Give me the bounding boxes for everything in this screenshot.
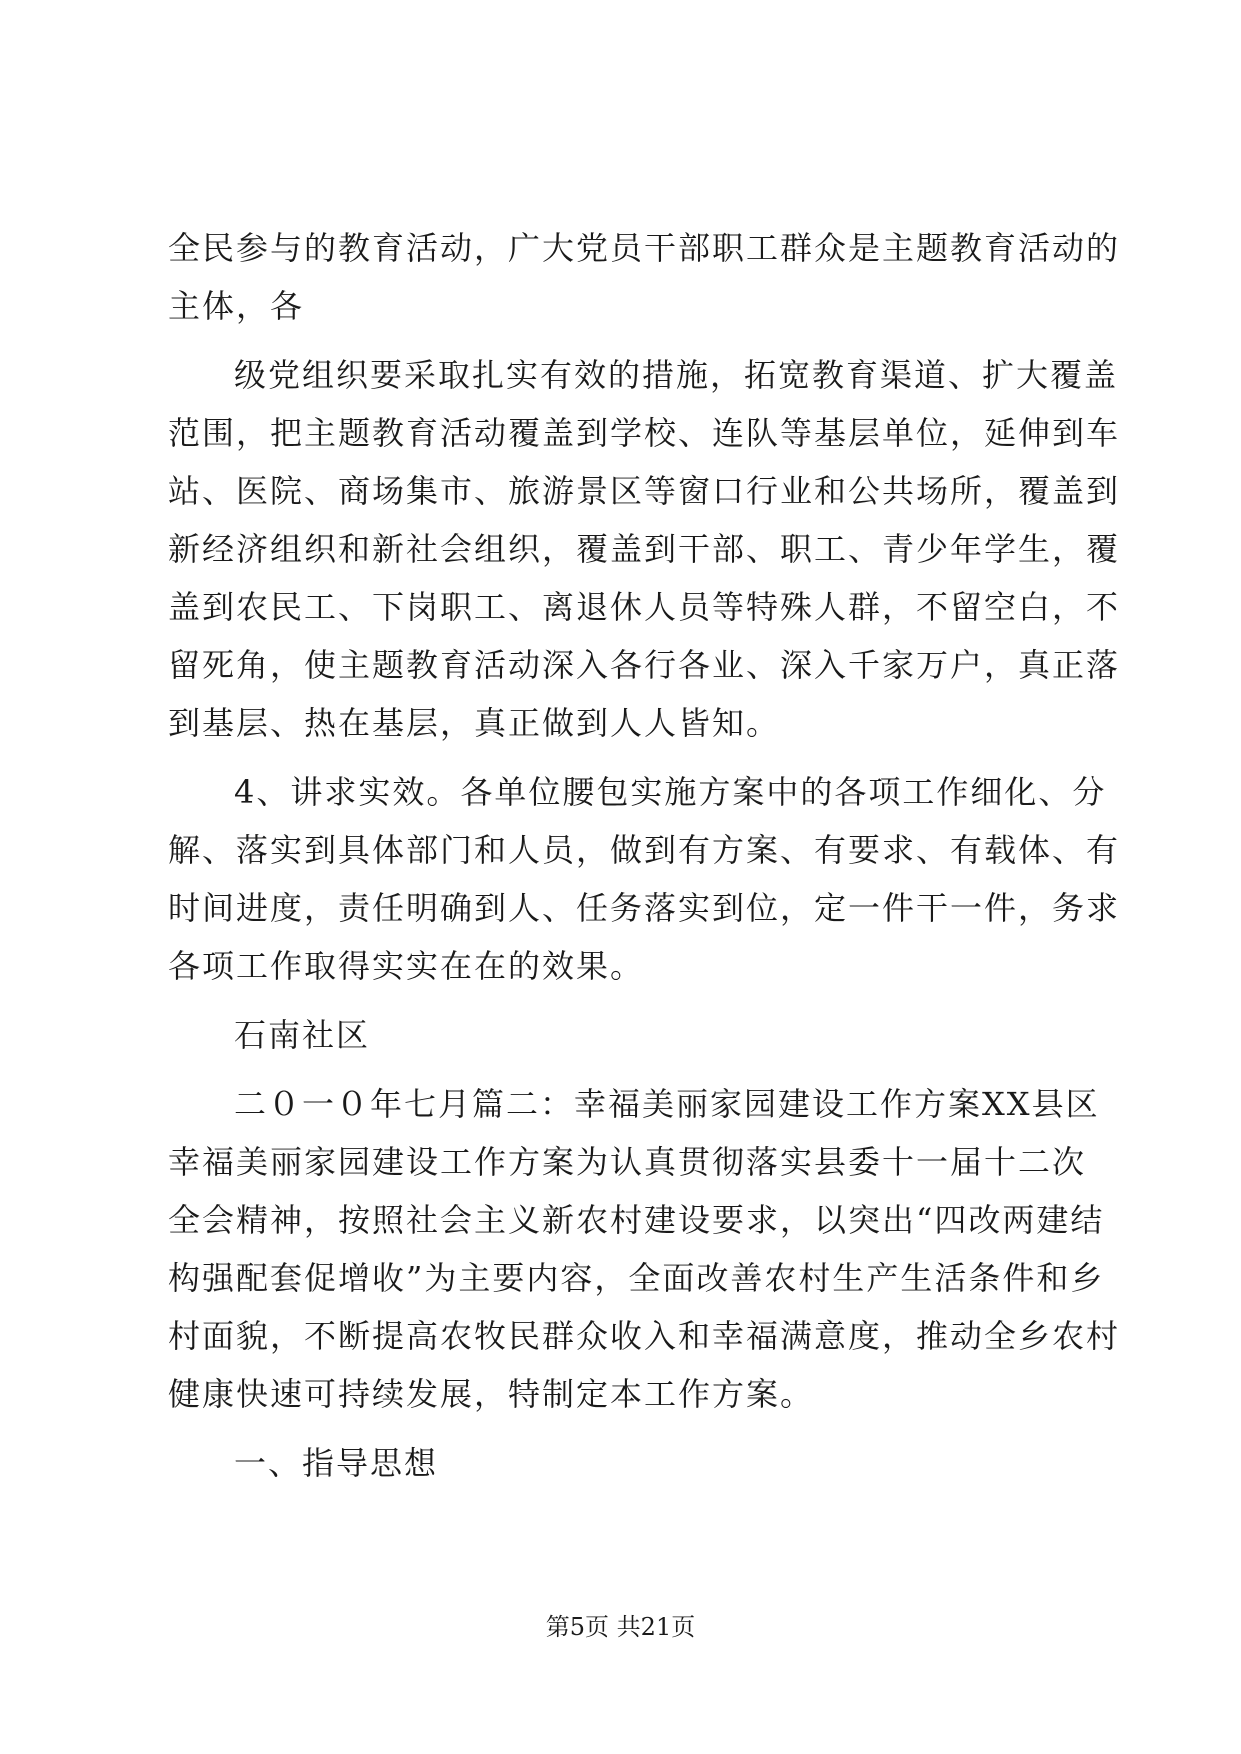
text-line: 留死角，使主题教育活动深入各行各业、深入千家万户，真正落	[168, 646, 1121, 684]
text-line: 二０一０年七月篇二：幸福美丽家园建设工作方案XX县区	[234, 1085, 1100, 1123]
text-line: 主体，各	[168, 287, 305, 325]
text-line: 新经济组织和新社会组织，覆盖到干部、职工、青少年学生，覆	[168, 530, 1121, 568]
text-line: 全会精神，按照社会主义新农村建设要求，以突出“四改两建结	[168, 1201, 1105, 1239]
text-line: 范围，把主题教育活动覆盖到学校、连队等基层单位，延伸到车	[168, 414, 1121, 452]
page-number-footer: 第5页 共21页	[545, 1613, 696, 1641]
text-line: 构强配套促增收”为主要内容，全面改善农村生产生活条件和乡	[168, 1259, 1105, 1297]
text-line: 级党组织要采取扎实有效的措施，拓宽教育渠道、扩大覆盖	[234, 356, 1119, 394]
text-line: 到基层、热在基层，真正做到人人皆知。	[168, 704, 781, 742]
text-line: 全民参与的教育活动，广大党员干部职工群众是主题教育活动的	[168, 229, 1121, 267]
text-line: 各项工作取得实实在在的效果。	[168, 947, 645, 985]
text-line: 站、医院、商场集市、旅游景区等窗口行业和公共场所，覆盖到	[168, 472, 1121, 510]
text-line: 健康快速可持续发展，特制定本工作方案。	[168, 1375, 815, 1413]
text-line: 石南社区	[234, 1016, 371, 1054]
text-line: 幸福美丽家园建设工作方案为认真贯彻落实县委十一届十二次	[168, 1143, 1087, 1181]
text-line: 4、讲求实效。各单位腰包实施方案中的各项工作细化、分	[234, 773, 1107, 811]
text-line: 时间进度，责任明确到人、任务落实到位，定一件干一件，务求	[168, 889, 1121, 927]
section-heading: 一、指导思想	[234, 1444, 439, 1482]
text-line: 盖到农民工、下岗职工、离退休人员等特殊人群，不留空白，不	[168, 588, 1121, 626]
text-line: 村面貌，不断提高农牧民群众收入和幸福满意度，推动全乡农村	[168, 1317, 1121, 1355]
text-line: 解、落实到具体部门和人员，做到有方案、有要求、有载体、有	[168, 831, 1121, 869]
